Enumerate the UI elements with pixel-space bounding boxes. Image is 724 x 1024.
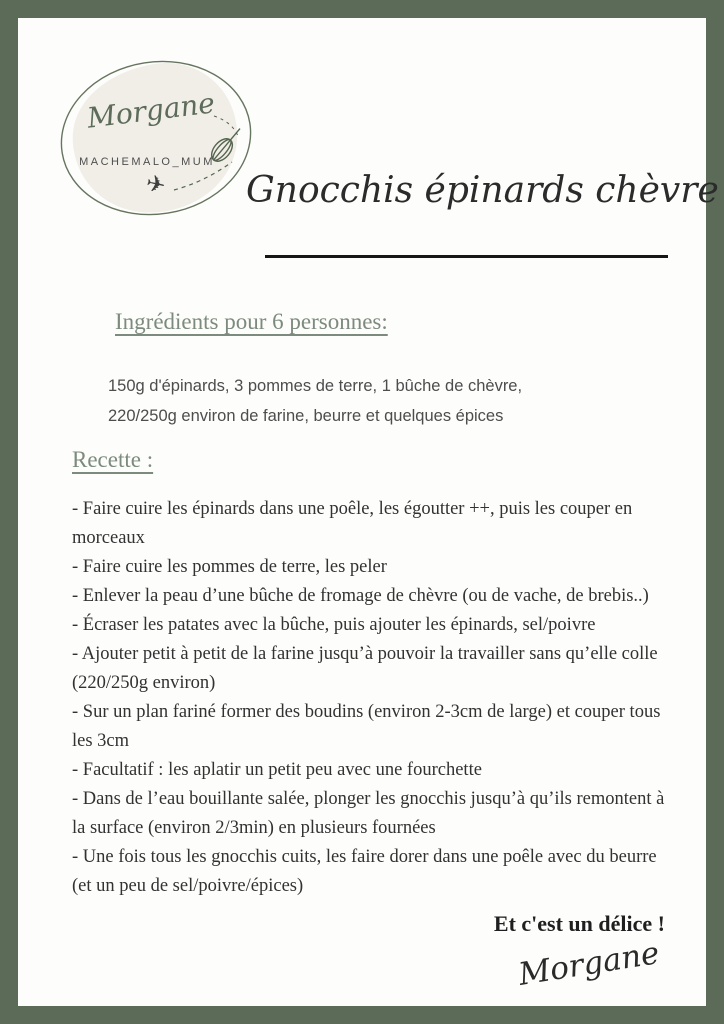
logo-handle-text: MACHEMALO_MUM [79, 156, 215, 168]
recipe-step: - Dans de l’eau bouillante salée, plonger les gnocchis jusqu’à qu’ils remontent à la surface (environ 2/3min) en plusieurs fournées [72, 789, 665, 838]
recipe-step: - Enlever la peau d’une bûche de fromage de chèvre (ou de vache, de brebis..) [72, 586, 649, 606]
recipe-step: - Faire cuire les pommes de terre, les peler [72, 557, 387, 577]
tagline: Et c'est un délice ! [493, 911, 665, 936]
logo-blob-graphic [54, 54, 264, 230]
recipe-step: - Écraser les patates avec la bûche, puis ajouter les épinards, sel/poivre [72, 615, 596, 635]
recipe-title: Gnocchis épinards chèvre [246, 170, 719, 211]
signature-script: Morgane [516, 935, 662, 993]
ingredients-line-2: 220/250g environ de farine, beurre et quelques épices [108, 407, 504, 425]
brand-logo [54, 54, 264, 230]
ingredients-line-1: 150g d'épinards, 3 pommes de terre, 1 bûche de chèvre, [108, 377, 523, 395]
ingredients-text [108, 371, 522, 431]
logo-name-script: Morgane [85, 86, 217, 135]
recipe-step: - Faire cuire les épinards dans une poêle, les égoutter ++, puis les couper en morceaux [72, 499, 633, 548]
title-underline [265, 255, 668, 258]
recipe-steps [72, 495, 680, 901]
recipe-page [18, 18, 719, 1006]
recipe-step: - Ajouter petit à petit de la farine jusqu’à pouvoir la travailler sans qu’elle colle (220/250g environ) [72, 644, 658, 693]
recipe-step: - Sur un plan fariné former des boudins (environ 2-3cm de large) et couper tous les 3cm [72, 702, 661, 751]
recipe-step: - Une fois tous les gnocchis cuits, les faire dorer dans une poêle avec du beurre (et un peu de sel/poivre/épices) [72, 847, 657, 896]
ingredients-heading: Ingrédients pour 6 personnes: [115, 309, 388, 334]
recipe-heading: Recette : [72, 447, 154, 472]
recipe-step: - Facultatif : les aplatir un petit peu avec une fourchette [72, 760, 482, 780]
airplane-icon: ✈ [143, 170, 168, 200]
